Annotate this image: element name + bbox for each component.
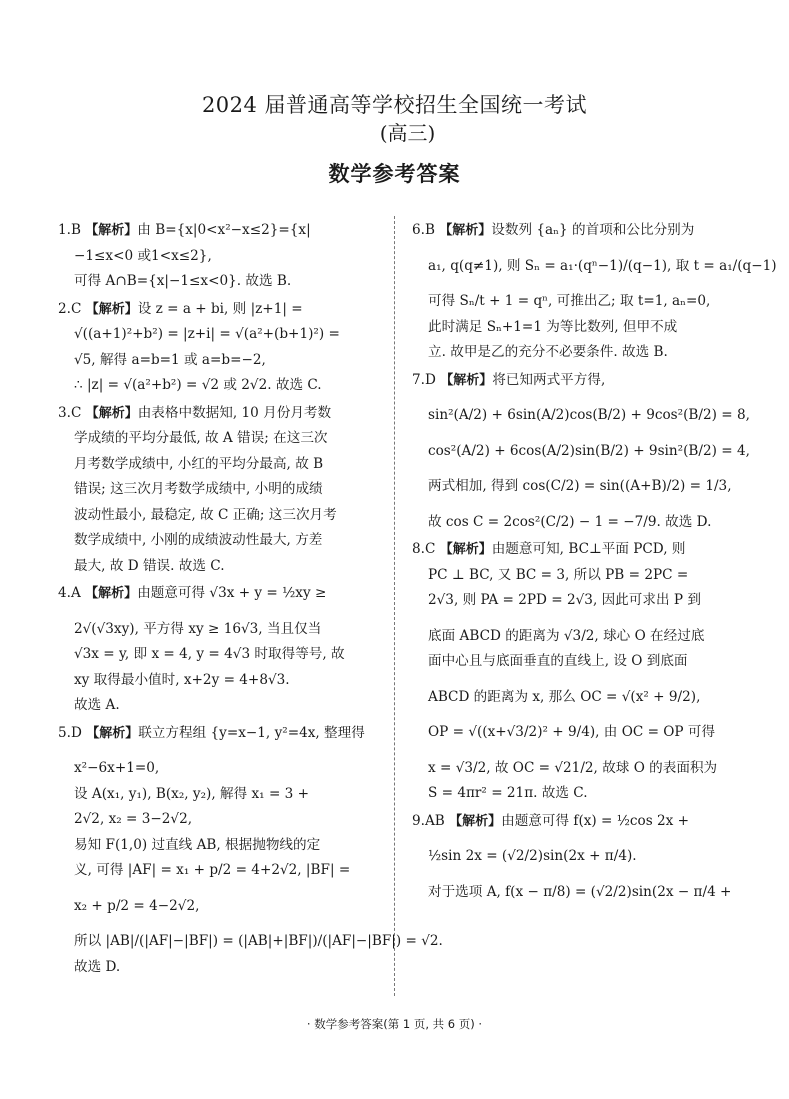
- right-column-line: S = 4πr² = 21π. 故选 C.: [428, 785, 588, 801]
- left-column-line: x²−6x+1=0,: [74, 760, 160, 776]
- exam-subtitle: (高三): [379, 121, 436, 145]
- left-column-line: 2√2, x₂ = 3−2√2,: [74, 811, 193, 827]
- left-column-line: 易知 F(1,0) 过直线 AB, 根据抛物线的定: [74, 836, 321, 853]
- left-column-line: 3.C 【解析】由表格中数据知, 10 月份月考数: [58, 404, 332, 421]
- right-column-line: a₁, q(q≠1), 则 Sₙ = a₁·(qⁿ−1)/(q−1), 取 t = a₁/(q−1): [428, 257, 777, 274]
- document-title: 数学参考答案: [328, 162, 461, 186]
- left-column-line: 错误; 这三次月考数学成绩中, 小明的成绩: [74, 481, 323, 497]
- right-column-line: 9.AB 【解析】由题意可得 f(x) = ½cos 2x +: [412, 812, 690, 829]
- page-footer: · 数学参考答案(第 1 页, 共 6 页) ·: [306, 1017, 483, 1031]
- analysis-tag: 【解析】: [440, 372, 493, 388]
- left-column-line: 学成绩的平均分最低, 故 A 错误; 在这三次: [74, 430, 328, 446]
- left-column-line: 波动性最小, 最稳定, 故 C 正确; 这三次月考: [74, 506, 337, 523]
- analysis-tag: 【解析】: [85, 405, 138, 421]
- right-column-line: ABCD 的距离为 x, 那么 OC = √(x² + 9/2),: [428, 688, 701, 705]
- left-column-line: 4.A 【解析】由题意可得 √3x + y = ½xy ≥: [58, 585, 327, 601]
- document-header: [0, 92, 789, 188]
- analysis-tag: 【解析】: [85, 586, 138, 601]
- left-column-line: √5, 解得 a=b=1 或 a=b=−2,: [74, 351, 266, 368]
- right-column-line: 对于选项 A, f(x − π/8) = (√2/2)sin(2x − π/4 +: [428, 883, 732, 900]
- right-column-line: cos²(A/2) + 6cos(A/2)sin(B/2) + 9sin²(B/2) = 4,: [428, 442, 750, 459]
- right-column-line: PC ⊥ BC, 又 BC = 3, 所以 PB = 2PC =: [428, 566, 689, 583]
- left-column-line: 1.B 【解析】由 B={x|0<x²−x≤2}={x|: [58, 222, 311, 238]
- left-column-line: −1≤x<0 或1<x≤2},: [74, 247, 212, 264]
- left-column-line: 数学成绩中, 小刚的成绩波动性最大, 方差: [74, 532, 323, 548]
- right-column-line: 立. 故甲是乙的充分不必要条件. 故选 B.: [428, 344, 668, 360]
- right-column-line: OP = √((x+√3/2)² + 9/4), 由 OC = OP 可得: [428, 724, 716, 740]
- right-column-line: 两式相加, 得到 cos(C/2) = sin((A+B)/2) = 1/3,: [428, 478, 732, 494]
- right-column-line: 6.B 【解析】设数列 {aₙ} 的首项和公比分别为: [412, 222, 695, 238]
- left-column-line: √3x = y, 即 x = 4, y = 4√3 时取得等号, 故: [74, 646, 345, 662]
- exam-title: 2024 届普通高等学校招生全国统一考试: [201, 93, 588, 117]
- right-column-line: ½sin 2x = (√2/2)sin(2x + π/4).: [428, 848, 637, 864]
- left-column-line: 最大, 故 D 错误. 故选 C.: [74, 557, 225, 574]
- left-column: [58, 216, 443, 980]
- right-column-line: 故 cos C = 2cos²(C/2) − 1 = −7/9. 故选 D.: [428, 513, 712, 530]
- analysis-tag: 【解析】: [439, 223, 492, 238]
- left-column-line: 故选 A.: [74, 697, 120, 713]
- analysis-tag: 【解析】: [85, 301, 138, 317]
- left-column-line: 故选 D.: [74, 958, 121, 975]
- left-column-line: 义, 可得 |AF| = x₁ + p/2 = 4+2√2, |BF| =: [74, 862, 351, 878]
- right-column: [412, 216, 777, 905]
- column-divider: [394, 216, 395, 996]
- right-column-line: 面中心且与底面垂直的直线上, 设 O 到底面: [428, 653, 688, 669]
- right-column-line: 此时满足 Sₙ+1=1 为等比数列, 但甲不成: [428, 318, 678, 335]
- left-column-line: √((a+1)²+b²) = |z+i| = √(a²+(b+1)²) =: [74, 326, 340, 342]
- left-column-line: x₂ + p/2 = 4−2√2,: [74, 897, 200, 914]
- analysis-tag: 【解析】: [85, 223, 138, 238]
- left-column-line: 2.C 【解析】设 z = a + bi, 则 |z+1| =: [58, 300, 303, 317]
- right-column-line: sin²(A/2) + 6sin(A/2)cos(B/2) + 9cos²(B/2) = 8,: [428, 407, 750, 423]
- left-column-line: 2√(√3xy), 平方得 xy ≥ 16√3, 当且仅当: [74, 620, 322, 637]
- left-column-line: 所以 |AB|/(|AF|−|BF|) = (|AB|+|BF|)/(|AF|−|BF|) = √2.: [74, 933, 443, 949]
- analysis-tag: 【解析】: [439, 542, 492, 557]
- right-column-line: 7.D 【解析】将已知两式平方得,: [412, 371, 606, 388]
- left-column-line: 月考数学成绩中, 小红的平均分最高, 故 B: [74, 455, 324, 472]
- left-column-line: ∴ |z| = √(a²+b²) = √2 或 2√2. 故选 C.: [74, 377, 322, 393]
- left-column-line: 设 A(x₁, y₁), B(x₂, y₂), 解得 x₁ = 3 +: [74, 785, 310, 802]
- analysis-tag: 【解析】: [86, 725, 139, 741]
- left-column-line: 可得 A∩B={x|−1≤x<0}. 故选 B.: [74, 273, 292, 289]
- analysis-tag: 【解析】: [449, 813, 502, 829]
- right-column-line: x = √3/2, 故 OC = √21/2, 故球 O 的表面积为: [428, 759, 718, 776]
- right-column-line: 2√3, 则 PA = 2PD = 2√3, 因此可求出 P 到: [428, 592, 701, 608]
- right-column-line: 8.C 【解析】由题意可知, BC⊥平面 PCD, 则: [412, 541, 686, 557]
- right-column-line: 可得 Sₙ/t + 1 = qⁿ, 可推出乙; 取 t=1, aₙ=0,: [428, 293, 711, 309]
- right-column-line: 底面 ABCD 的距离为 √3/2, 球心 O 在经过底: [428, 627, 705, 644]
- left-column-line: 5.D 【解析】联立方程组 {y=x−1, y²=4x, 整理得: [58, 724, 365, 741]
- left-column-line: xy 取得最小值时, x+2y = 4+8√3.: [74, 671, 290, 688]
